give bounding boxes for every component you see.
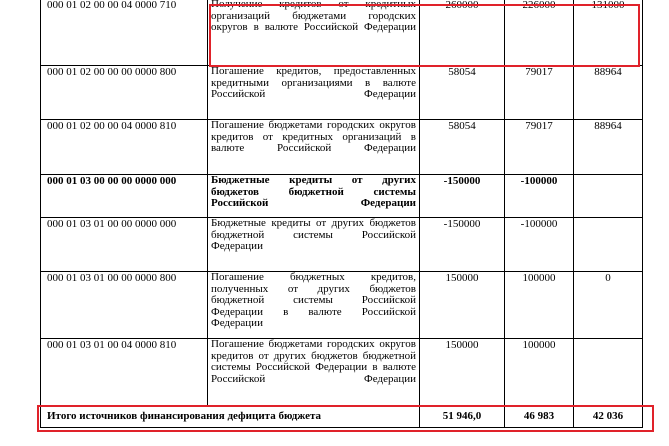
row-name: Погашение бюджетами городских округов кредитов от кредитных организаций в валюте Российской Федерации <box>208 120 420 175</box>
row-name: Бюджетные кредиты от других бюджетов бюджетной системы Российской Федерации <box>208 218 420 272</box>
row-value-year2: -100000 <box>505 218 574 272</box>
total-row <box>41 406 643 428</box>
row-value-year3 <box>574 339 643 406</box>
row-value-year3: 131000 <box>574 0 643 66</box>
row-name: Погашение бюджетами городских округов кредитов от других бюджетов бюджетной системы Российской Федерации в валюте Российской Федерации <box>208 339 420 406</box>
row-value-year1: -150000 <box>420 175 505 218</box>
row-value-year3 <box>574 218 643 272</box>
table-row <box>41 66 643 120</box>
row-value-year1: 150000 <box>420 339 505 406</box>
row-value-year3: 0 <box>574 272 643 339</box>
row-value-year2: 100000 <box>505 339 574 406</box>
row-code: 000 01 03 01 00 00 0000 800 <box>41 272 208 339</box>
row-code: 000 01 02 00 00 00 0000 800 <box>41 66 208 120</box>
table-row <box>41 339 643 406</box>
row-name: Получение кредитов от кредитных организаций бюджетами городских округов в валюте Российской Федерации <box>208 0 420 66</box>
row-value-year1: 150000 <box>420 272 505 339</box>
table-row <box>41 0 643 66</box>
row-name: Погашение кредитов, предоставленных кредитными организациями в валюте Российской Федерации <box>208 66 420 120</box>
table-row <box>41 175 643 218</box>
row-value-year2: 226000 <box>505 0 574 66</box>
row-code: 000 01 03 01 00 00 0000 000 <box>41 218 208 272</box>
row-value-year1: 58054 <box>420 120 505 175</box>
row-code: 000 01 03 01 00 04 0000 810 <box>41 339 208 406</box>
total-value-year2: 46 983 <box>505 406 574 428</box>
row-value-year3: 88964 <box>574 66 643 120</box>
row-code: 000 01 02 00 00 04 0000 710 <box>41 0 208 66</box>
total-label: Итого источников финансирования дефицита бюджета <box>41 406 420 428</box>
table-row <box>41 120 643 175</box>
row-value-year1: 260000 <box>420 0 505 66</box>
row-value-year2: -100000 <box>505 175 574 218</box>
budget-sources-table <box>40 0 642 428</box>
row-name: Бюджетные кредиты от других бюджетов бюджетной системы Российской Федерации <box>208 175 420 218</box>
row-value-year2: 79017 <box>505 120 574 175</box>
total-value-year3: 42 036 <box>574 406 643 428</box>
row-code: 000 01 03 00 00 00 0000 000 <box>41 175 208 218</box>
table-body <box>41 0 643 428</box>
table-row <box>41 272 643 339</box>
row-value-year2: 79017 <box>505 66 574 120</box>
total-value-year1: 51 946,0 <box>420 406 505 428</box>
row-value-year3: 88964 <box>574 120 643 175</box>
row-value-year1: 58054 <box>420 66 505 120</box>
row-value-year2: 100000 <box>505 272 574 339</box>
row-value-year3 <box>574 175 643 218</box>
row-value-year1: -150000 <box>420 218 505 272</box>
table-row <box>41 218 643 272</box>
row-name: Погашение бюджетных кредитов, полученных от других бюджетов бюджетной системы Российской Федерации в валюте Российской Федерации <box>208 272 420 339</box>
row-code: 000 01 02 00 00 04 0000 810 <box>41 120 208 175</box>
